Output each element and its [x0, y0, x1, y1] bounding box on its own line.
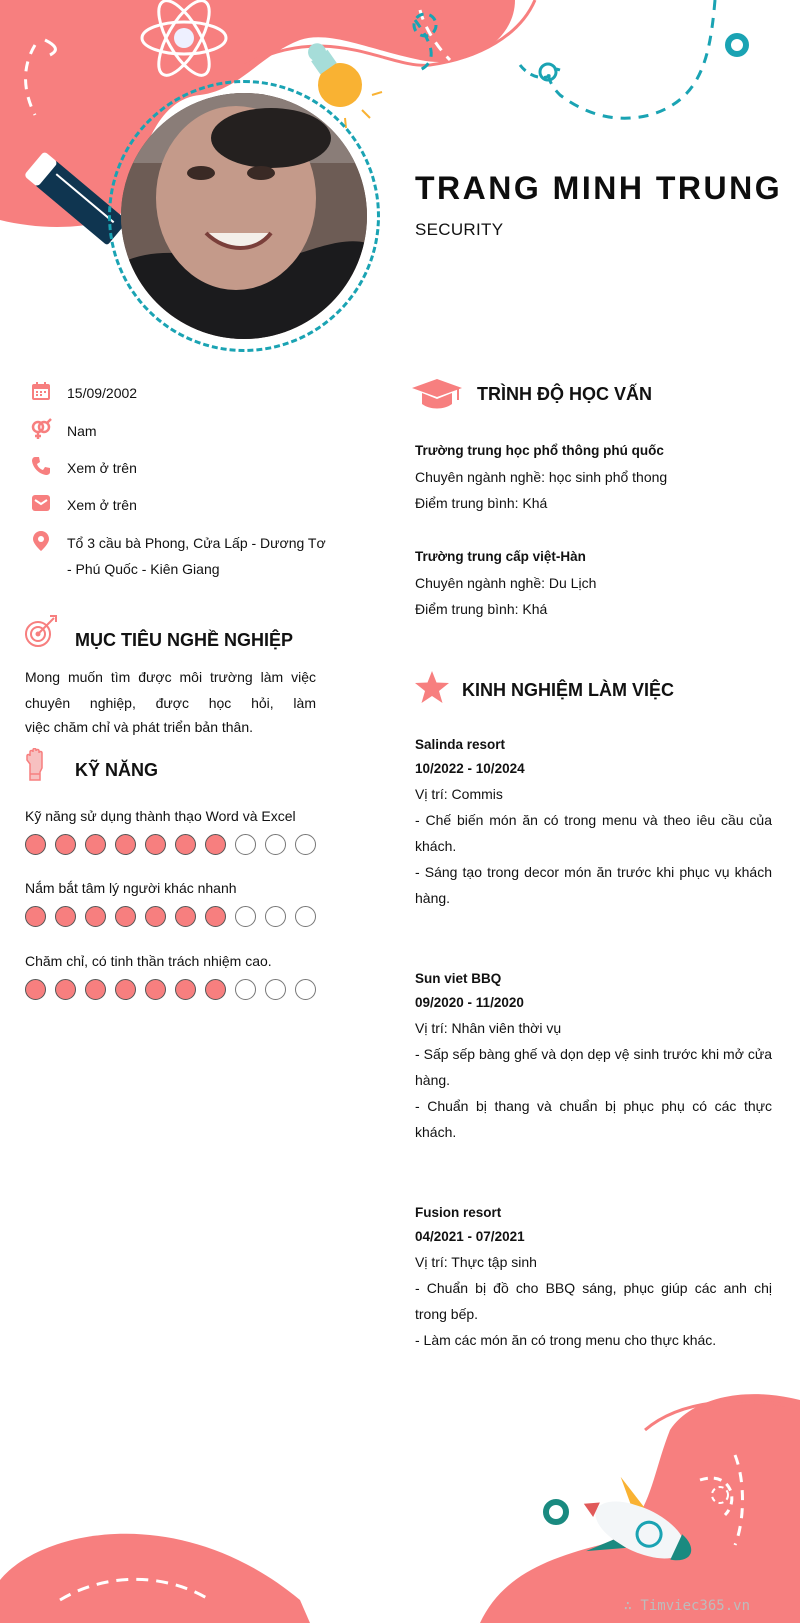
location-icon — [30, 530, 52, 552]
experience-item — [415, 1201, 772, 1353]
job-title: SECURITY — [415, 220, 504, 239]
rating-dot-filled — [145, 834, 166, 855]
rating-dot-filled — [175, 834, 196, 855]
skill-label: Kỹ năng sử dụng thành thạo Word và Excel — [25, 808, 296, 824]
rating-dot-filled — [205, 979, 226, 1000]
birthday-value: 15/09/2002 — [67, 385, 138, 401]
education-grade: Điểm trung bình: Khá — [415, 601, 548, 617]
rating-dot-filled — [25, 834, 46, 855]
experience-company: Sun viet BBQ — [415, 971, 502, 986]
education-school: Trường trung học phổ thông phú quốc — [415, 443, 664, 458]
email-value: Xem ở trên — [67, 497, 137, 513]
rating-dot-filled — [55, 906, 76, 927]
experience-date: 04/2021 - 07/2021 — [415, 1229, 525, 1244]
education-title: TRÌNH ĐỘ HỌC VẤN — [477, 384, 652, 404]
rating-dot-empty — [265, 979, 286, 1000]
contact-phone — [30, 455, 327, 481]
rating-dot-empty — [295, 906, 316, 927]
education-grade: Điểm trung bình: Khá — [415, 495, 548, 511]
experience-task: - Sáng tạo trong decor món ăn trước khi phục vụ khách hàng. — [415, 864, 772, 906]
experience-company: Fusion resort — [415, 1205, 502, 1220]
experience-date: 10/2022 - 10/2024 — [415, 761, 525, 776]
rating-dot-empty — [295, 979, 316, 1000]
objective-text-line1: Mong muốn tìm được môi trường làm việc chuyên nghiệp, được học hỏi, làm — [25, 669, 316, 711]
rating-dot-filled — [145, 979, 166, 1000]
watermark: ∴ Timviec365.vn — [623, 1598, 750, 1614]
phone-icon — [30, 455, 52, 477]
rating-dot-filled — [55, 834, 76, 855]
experience-task: - Sấp sếp bàng ghế và dọn dẹp vệ sinh trước khi mở cửa hàng. — [415, 1046, 772, 1088]
skill-rating — [25, 979, 316, 1000]
experience-title: KINH NGHIỆM LÀM VIỆC — [462, 680, 675, 700]
objective-text-line2: việc chăm chỉ và phát triển bản thân. — [25, 719, 254, 735]
experience-position: Vị trí: Nhân viên thời vụ — [415, 1020, 562, 1036]
rating-dot-empty — [265, 834, 286, 855]
education-item — [415, 544, 772, 622]
rating-dot-filled — [25, 906, 46, 927]
experience-date: 09/2020 - 11/2020 — [415, 995, 524, 1010]
skill-label: Chăm chỉ, có tinh thần trách nhiệm cao. — [25, 953, 272, 969]
experience-item — [415, 733, 772, 911]
rating-dot-filled — [25, 979, 46, 1000]
education-major: Chuyên ngành nghề: học sinh phổ thong — [415, 469, 668, 485]
education-major: Chuyên ngành nghề: Du Lịch — [415, 575, 597, 591]
contact-address — [30, 530, 327, 582]
experience-company: Salinda resort — [415, 737, 506, 752]
avatar-frame — [108, 80, 380, 352]
experience-item — [415, 967, 772, 1145]
experience-task: - Chế biến món ăn có trong menu và theo iêu cầu của khách. — [415, 812, 772, 854]
rating-dot-filled — [145, 906, 166, 927]
rating-dot-filled — [205, 906, 226, 927]
contact-email — [30, 492, 327, 518]
skills-title: KỸ NĂNG — [75, 760, 159, 780]
graduation-cap-icon — [410, 378, 464, 412]
experience-task: - Làm các món ăn có trong menu cho thực khác. — [415, 1332, 717, 1348]
rating-dot-filled — [85, 834, 106, 855]
rating-dot-filled — [85, 906, 106, 927]
experience-task: - Chuẩn bị đồ cho BBQ sáng, phục giúp các anh chị trong bếp. — [415, 1280, 772, 1322]
contact-gender — [30, 418, 327, 444]
star-icon — [414, 670, 450, 704]
rating-dot-empty — [265, 906, 286, 927]
gender-value: Nam — [67, 423, 97, 439]
rating-dot-filled — [115, 906, 136, 927]
rating-dot-filled — [85, 979, 106, 1000]
experience-position: Vị trí: Thực tập sinh — [415, 1254, 537, 1270]
phone-value: Xem ở trên — [67, 460, 137, 476]
rating-dot-filled — [115, 979, 136, 1000]
rating-dot-filled — [55, 979, 76, 1000]
education-school: Trường trung cấp việt-Hàn — [415, 549, 586, 564]
rating-dot-filled — [175, 979, 196, 1000]
education-item — [415, 438, 772, 516]
address-value: Tổ 3 cầu bà Phong, Cửa Lấp - Dương Tơ - Phú Quốc - Kiên Giang — [67, 535, 326, 577]
rating-dot-filled — [205, 834, 226, 855]
rating-dot-empty — [235, 979, 256, 1000]
target-icon — [24, 614, 58, 648]
hand-icon — [24, 748, 50, 782]
rating-dot-filled — [175, 906, 196, 927]
contact-birthday — [30, 380, 327, 406]
rating-dot-empty — [295, 834, 316, 855]
candidate-name: TRANG MINH TRUNG — [415, 170, 783, 206]
experience-task: - Chuẩn bị thang và chuẩn bị phục phụ có các thực khách. — [415, 1098, 772, 1140]
objective-title: MỤC TIÊU NGHỀ NGHIỆP — [75, 630, 294, 650]
rating-dot-empty — [235, 906, 256, 927]
skill-label: Nắm bắt tâm lý người khác nhanh — [25, 880, 237, 896]
calendar-icon — [30, 380, 52, 402]
rating-dot-empty — [235, 834, 256, 855]
gender-icon — [30, 418, 52, 440]
skill-rating — [25, 906, 316, 927]
rating-dot-filled — [115, 834, 136, 855]
experience-position: Vị trí: Commis — [415, 786, 503, 802]
avatar — [121, 93, 367, 339]
email-icon — [30, 492, 52, 514]
skill-rating — [25, 834, 316, 855]
avatar-photo — [121, 93, 367, 339]
